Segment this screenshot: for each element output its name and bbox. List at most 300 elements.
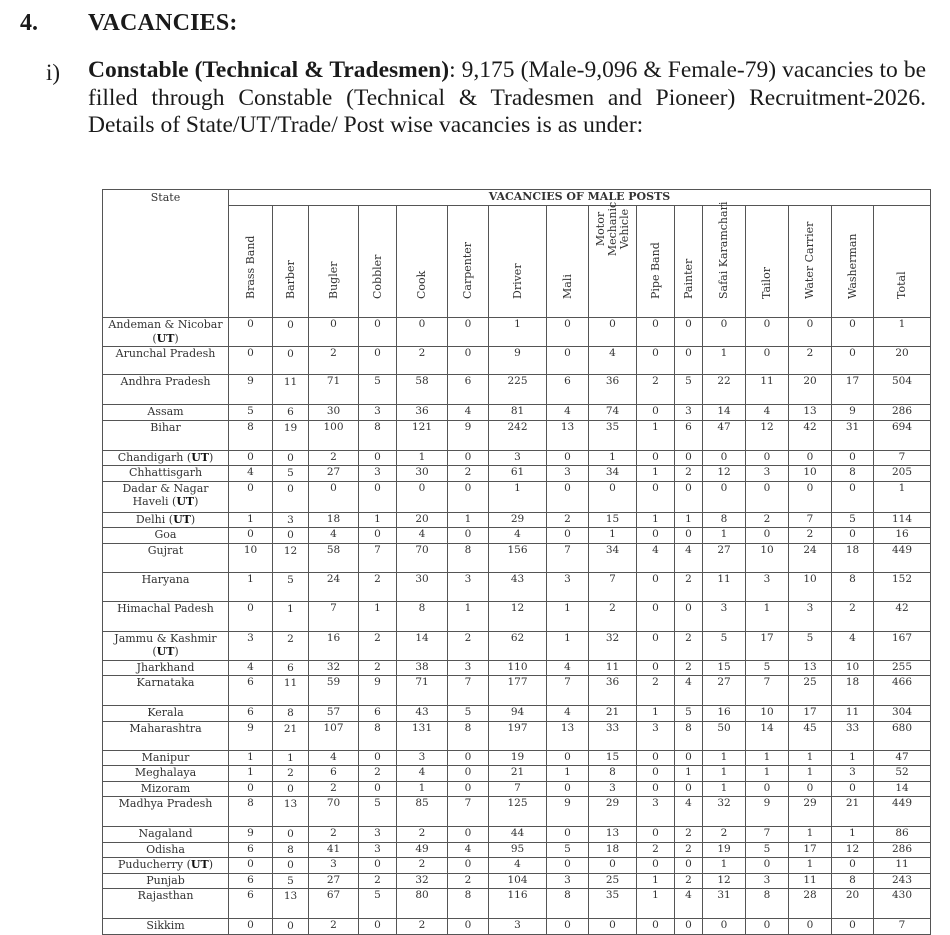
value-cell: 0: [832, 450, 874, 466]
value-cell: 30: [397, 572, 448, 601]
value-cell: 5: [832, 512, 874, 528]
value-cell: 0: [832, 528, 874, 544]
column-header-washerman: [832, 206, 874, 318]
state-cell: [103, 466, 229, 482]
state-name: Andhra Pradesh: [120, 375, 211, 388]
value-cell: 17: [832, 375, 874, 405]
value-cell: 13: [789, 660, 832, 676]
state-cell: [103, 842, 229, 858]
state-name: Madhya Pradesh: [118, 797, 213, 810]
value-cell: 30: [397, 466, 448, 482]
state-name: Meghalaya: [134, 766, 197, 779]
total-cell: 114: [874, 512, 931, 528]
value-cell: 2: [309, 919, 359, 935]
value-cell: 9: [746, 797, 789, 827]
value-cell: 0: [547, 827, 589, 843]
total-cell: 504: [874, 375, 931, 405]
value-cell: 104: [489, 873, 547, 889]
value-cell: 9: [448, 420, 489, 450]
value-cell: 11: [789, 873, 832, 889]
value-cell: 0: [789, 781, 832, 797]
value-cell: 0: [832, 318, 874, 347]
value-cell: 0: [746, 481, 789, 512]
value-cell: 4: [489, 858, 547, 874]
value-cell: 12: [703, 873, 746, 889]
value-cell: 5: [359, 889, 397, 919]
state-name: Maharashtra: [129, 721, 202, 735]
value-cell: 1: [703, 347, 746, 375]
value-cell: 5: [359, 375, 397, 405]
value-cell: 1: [637, 512, 675, 528]
value-cell: 0: [273, 528, 309, 544]
value-cell: 2: [448, 466, 489, 482]
value-cell: 2: [637, 676, 675, 706]
value-cell: 1: [703, 528, 746, 544]
table-row: [103, 750, 931, 766]
value-cell: 0: [229, 528, 273, 544]
total-cell: 42: [874, 601, 931, 631]
value-cell: 2: [448, 631, 489, 660]
state-name: Assam: [147, 405, 184, 418]
value-cell: 2: [309, 347, 359, 375]
value-cell: 9: [359, 676, 397, 706]
value-cell: 2: [397, 347, 448, 375]
value-cell: 0: [359, 781, 397, 797]
value-cell: 13: [547, 420, 589, 450]
value-cell: 3: [309, 858, 359, 874]
value-cell: 3: [359, 405, 397, 421]
value-cell: 4: [397, 528, 448, 544]
value-cell: 2: [397, 919, 448, 935]
value-cell: 0: [832, 858, 874, 874]
state-cell: Puducherry (UT): [103, 858, 229, 874]
value-cell: 3: [489, 450, 547, 466]
table-row: [103, 543, 931, 572]
value-cell: 33: [832, 721, 874, 750]
value-cell: 25: [789, 676, 832, 706]
value-cell: 29: [489, 512, 547, 528]
table-row: [103, 721, 931, 750]
value-cell: 9: [832, 405, 874, 421]
value-cell: 2: [359, 572, 397, 601]
value-cell: 9: [229, 721, 273, 750]
value-cell: 61: [489, 466, 547, 482]
state-cell: [103, 750, 229, 766]
value-cell: 6: [448, 375, 489, 405]
column-header-label: Pipe Band: [648, 242, 662, 299]
value-cell: 8: [832, 466, 874, 482]
value-cell: 0: [832, 347, 874, 375]
value-cell: 27: [309, 466, 359, 482]
value-cell: 2: [675, 842, 703, 858]
state-name: Manipur: [141, 750, 190, 764]
value-cell: 13: [547, 721, 589, 750]
value-cell: 1: [703, 781, 746, 797]
table-row: [103, 528, 931, 544]
value-cell: 2: [359, 660, 397, 676]
value-cell: 7: [547, 676, 589, 706]
value-cell: 1: [789, 750, 832, 766]
value-cell: 4: [397, 766, 448, 782]
value-cell: 8: [675, 721, 703, 750]
value-cell: 0: [229, 450, 273, 466]
state-name: Sikkim: [146, 919, 185, 932]
value-cell: 0: [229, 347, 273, 375]
value-cell: 10: [789, 572, 832, 601]
value-cell: 7: [448, 797, 489, 827]
state-name: Delhi: [135, 512, 166, 526]
value-cell: 3: [448, 572, 489, 601]
value-cell: 1: [637, 466, 675, 482]
state-name: Gujrat: [147, 543, 184, 557]
value-cell: 1: [489, 481, 547, 512]
value-cell: 10: [832, 660, 874, 676]
value-cell: 0: [359, 919, 397, 935]
value-cell: 2: [359, 873, 397, 889]
value-cell: 0: [547, 450, 589, 466]
state-cell: [103, 766, 229, 782]
table-row: [103, 766, 931, 782]
value-cell: 6: [359, 706, 397, 722]
value-cell: 44: [489, 827, 547, 843]
value-cell: 25: [589, 873, 637, 889]
column-header-driver: [489, 206, 547, 318]
value-cell: 0: [675, 750, 703, 766]
value-cell: 0: [589, 858, 637, 874]
value-cell: 197: [489, 721, 547, 750]
value-cell: 1: [789, 766, 832, 782]
state-name: Arunchal Pradesh: [115, 347, 216, 360]
value-cell: 5: [703, 631, 746, 660]
value-cell: 6: [229, 889, 273, 919]
value-cell: 21: [273, 721, 309, 750]
value-cell: 1: [675, 766, 703, 782]
value-cell: 0: [448, 318, 489, 347]
value-cell: 0: [789, 481, 832, 512]
value-cell: 19: [703, 842, 746, 858]
value-cell: 0: [397, 318, 448, 347]
value-cell: 0: [448, 450, 489, 466]
column-header-label: Total: [895, 271, 908, 299]
value-cell: 1: [703, 858, 746, 874]
value-cell: 11: [273, 676, 309, 706]
value-cell: 6: [273, 405, 309, 421]
value-cell: 0: [746, 919, 789, 935]
value-cell: 47: [703, 420, 746, 450]
value-cell: 0: [229, 919, 273, 935]
value-cell: 5: [273, 466, 309, 482]
value-cell: 125: [489, 797, 547, 827]
value-cell: 1: [832, 750, 874, 766]
value-cell: 8: [832, 873, 874, 889]
value-cell: 4: [229, 466, 273, 482]
value-cell: 3: [359, 842, 397, 858]
value-cell: 0: [359, 528, 397, 544]
value-cell: 110: [489, 660, 547, 676]
value-cell: 0: [637, 481, 675, 512]
value-cell: 15: [589, 512, 637, 528]
value-cell: 16: [309, 631, 359, 660]
column-header-brass-band: [229, 206, 273, 318]
ut-badge: UT: [176, 495, 195, 508]
value-cell: 21: [832, 797, 874, 827]
table-row: [103, 706, 931, 722]
ut-badge: UT: [156, 331, 175, 345]
total-cell: 167: [874, 631, 931, 660]
value-cell: 8: [448, 889, 489, 919]
column-header-carpenter: [448, 206, 489, 318]
state-cell: [103, 676, 229, 706]
value-cell: 0: [359, 750, 397, 766]
total-cell: 286: [874, 842, 931, 858]
value-cell: 38: [397, 660, 448, 676]
column-header-label: Driver: [510, 263, 524, 299]
state-name: Kerala: [147, 706, 184, 719]
value-cell: 0: [273, 347, 309, 375]
state-name: Odisha: [146, 842, 185, 856]
value-cell: 49: [397, 842, 448, 858]
value-cell: 4: [309, 528, 359, 544]
total-cell: 1: [874, 318, 931, 347]
state-name: Dadar & Nagar Haveli: [122, 481, 209, 508]
value-cell: 1: [703, 750, 746, 766]
value-cell: 0: [703, 919, 746, 935]
value-cell: 2: [675, 827, 703, 843]
value-cell: 1: [547, 601, 589, 631]
state-name: Nagaland: [138, 827, 193, 840]
value-cell: 0: [448, 827, 489, 843]
value-cell: 107: [309, 721, 359, 750]
total-cell: 255: [874, 660, 931, 676]
value-cell: 70: [397, 543, 448, 572]
value-cell: 0: [273, 919, 309, 935]
state-cell: [103, 528, 229, 544]
column-header-label: Cook: [415, 270, 428, 299]
table-row: [103, 318, 931, 347]
value-cell: 2: [309, 827, 359, 843]
value-cell: 242: [489, 420, 547, 450]
value-cell: 225: [489, 375, 547, 405]
value-cell: 28: [789, 889, 832, 919]
table-row: [103, 466, 931, 482]
value-cell: 3: [397, 750, 448, 766]
value-cell: 0: [448, 781, 489, 797]
value-cell: 7: [359, 543, 397, 572]
value-cell: 0: [309, 481, 359, 512]
value-cell: 4: [746, 405, 789, 421]
value-cell: 2: [637, 375, 675, 405]
value-cell: 5: [547, 842, 589, 858]
value-cell: 0: [675, 347, 703, 375]
value-cell: 3: [273, 512, 309, 528]
value-cell: 67: [309, 889, 359, 919]
value-cell: 5: [746, 660, 789, 676]
total-cell: 694: [874, 420, 931, 450]
value-cell: 8: [273, 706, 309, 722]
value-cell: 0: [229, 858, 273, 874]
value-cell: 8: [229, 797, 273, 827]
total-cell: 86: [874, 827, 931, 843]
value-cell: 4: [589, 347, 637, 375]
state-cell: [103, 827, 229, 843]
value-cell: 0: [273, 781, 309, 797]
value-cell: 0: [273, 481, 309, 512]
value-cell: 7: [489, 781, 547, 797]
value-cell: 22: [703, 375, 746, 405]
value-cell: 0: [789, 318, 832, 347]
value-cell: 74: [589, 405, 637, 421]
state-name: Jammu & Kashmir: [114, 631, 217, 645]
column-header-label: Bugler: [326, 261, 340, 299]
value-cell: 8: [746, 889, 789, 919]
value-cell: 71: [309, 375, 359, 405]
value-cell: 35: [589, 889, 637, 919]
state-name: Haryana: [141, 572, 190, 586]
value-cell: 13: [273, 889, 309, 919]
post-name: Constable (Technical & Tradesmen): [88, 57, 450, 83]
state-name: Chhattisgarh: [128, 466, 203, 479]
value-cell: 4: [675, 797, 703, 827]
value-cell: 0: [789, 919, 832, 935]
value-cell: 3: [359, 466, 397, 482]
value-cell: 1: [547, 631, 589, 660]
state-cell: [103, 572, 229, 601]
value-cell: 7: [746, 827, 789, 843]
value-cell: 2: [273, 766, 309, 782]
value-cell: 6: [229, 873, 273, 889]
column-header-cobbler: [359, 206, 397, 318]
value-cell: 13: [273, 797, 309, 827]
value-cell: 30: [309, 405, 359, 421]
value-cell: 43: [397, 706, 448, 722]
section-title: VACANCIES:: [88, 10, 238, 36]
value-cell: 0: [675, 318, 703, 347]
value-cell: 121: [397, 420, 448, 450]
value-cell: 13: [789, 405, 832, 421]
value-cell: 12: [273, 543, 309, 572]
value-cell: 18: [832, 543, 874, 572]
value-cell: 0: [547, 481, 589, 512]
value-cell: 0: [448, 347, 489, 375]
value-cell: 0: [675, 781, 703, 797]
state-cell: Chandigarh (UT): [103, 450, 229, 466]
value-cell: 0: [637, 660, 675, 676]
value-cell: 18: [832, 676, 874, 706]
column-header-tailor: [746, 206, 789, 318]
value-cell: 85: [397, 797, 448, 827]
value-cell: 1: [589, 450, 637, 466]
ut-badge: UT: [156, 645, 175, 658]
value-cell: 0: [637, 601, 675, 631]
value-cell: 1: [637, 889, 675, 919]
value-cell: 4: [489, 528, 547, 544]
state-cell: [103, 347, 229, 375]
value-cell: 11: [589, 660, 637, 676]
value-cell: 58: [309, 543, 359, 572]
value-cell: 42: [789, 420, 832, 450]
value-cell: 3: [746, 572, 789, 601]
value-cell: 156: [489, 543, 547, 572]
value-cell: 20: [789, 375, 832, 405]
value-cell: 2: [746, 512, 789, 528]
value-cell: 2: [789, 528, 832, 544]
value-cell: 6: [229, 842, 273, 858]
state-cell: [103, 420, 229, 450]
state-cell: [103, 873, 229, 889]
value-cell: 0: [703, 318, 746, 347]
value-cell: 2: [789, 347, 832, 375]
state-cell: [103, 375, 229, 405]
value-cell: 11: [832, 706, 874, 722]
state-name: Jharkhand: [136, 660, 195, 674]
table-row: [103, 420, 931, 450]
item-number: i): [46, 60, 61, 85]
value-cell: 2: [589, 601, 637, 631]
table-row: [103, 405, 931, 421]
value-cell: 0: [273, 450, 309, 466]
total-cell: 1: [874, 481, 931, 512]
value-cell: 4: [448, 842, 489, 858]
value-cell: 3: [547, 873, 589, 889]
value-cell: 0: [746, 347, 789, 375]
value-cell: 14: [703, 405, 746, 421]
value-cell: 10: [746, 706, 789, 722]
column-header-label: Painter: [681, 258, 695, 299]
value-cell: 0: [359, 858, 397, 874]
value-cell: 95: [489, 842, 547, 858]
table-row: [103, 481, 931, 512]
value-cell: 2: [359, 766, 397, 782]
value-cell: 0: [637, 827, 675, 843]
value-cell: 57: [309, 706, 359, 722]
value-cell: 6: [273, 660, 309, 676]
value-cell: 0: [675, 481, 703, 512]
value-cell: 8: [448, 543, 489, 572]
value-cell: 0: [229, 781, 273, 797]
value-cell: 0: [547, 750, 589, 766]
value-cell: 0: [359, 318, 397, 347]
value-cell: 0: [547, 528, 589, 544]
value-cell: 1: [746, 766, 789, 782]
state-cell: [103, 543, 229, 572]
value-cell: 3: [359, 827, 397, 843]
value-cell: 8: [832, 572, 874, 601]
column-header-label: Brass Band: [243, 235, 257, 299]
value-cell: 7: [547, 543, 589, 572]
value-cell: 14: [397, 631, 448, 660]
value-cell: 0: [746, 528, 789, 544]
value-cell: 18: [589, 842, 637, 858]
value-cell: 0: [675, 450, 703, 466]
value-cell: 1: [637, 873, 675, 889]
value-cell: 3: [675, 405, 703, 421]
value-cell: 0: [637, 572, 675, 601]
value-cell: 2: [832, 601, 874, 631]
value-cell: 2: [397, 858, 448, 874]
value-cell: 0: [637, 450, 675, 466]
value-cell: 0: [637, 528, 675, 544]
value-cell: 2: [675, 631, 703, 660]
value-cell: 4: [448, 405, 489, 421]
value-cell: 6: [675, 420, 703, 450]
value-cell: 5: [746, 842, 789, 858]
value-cell: 8: [229, 420, 273, 450]
value-cell: 9: [229, 827, 273, 843]
value-cell: 2: [637, 842, 675, 858]
value-cell: 45: [789, 721, 832, 750]
value-cell: 0: [229, 318, 273, 347]
table-row: [103, 572, 931, 601]
